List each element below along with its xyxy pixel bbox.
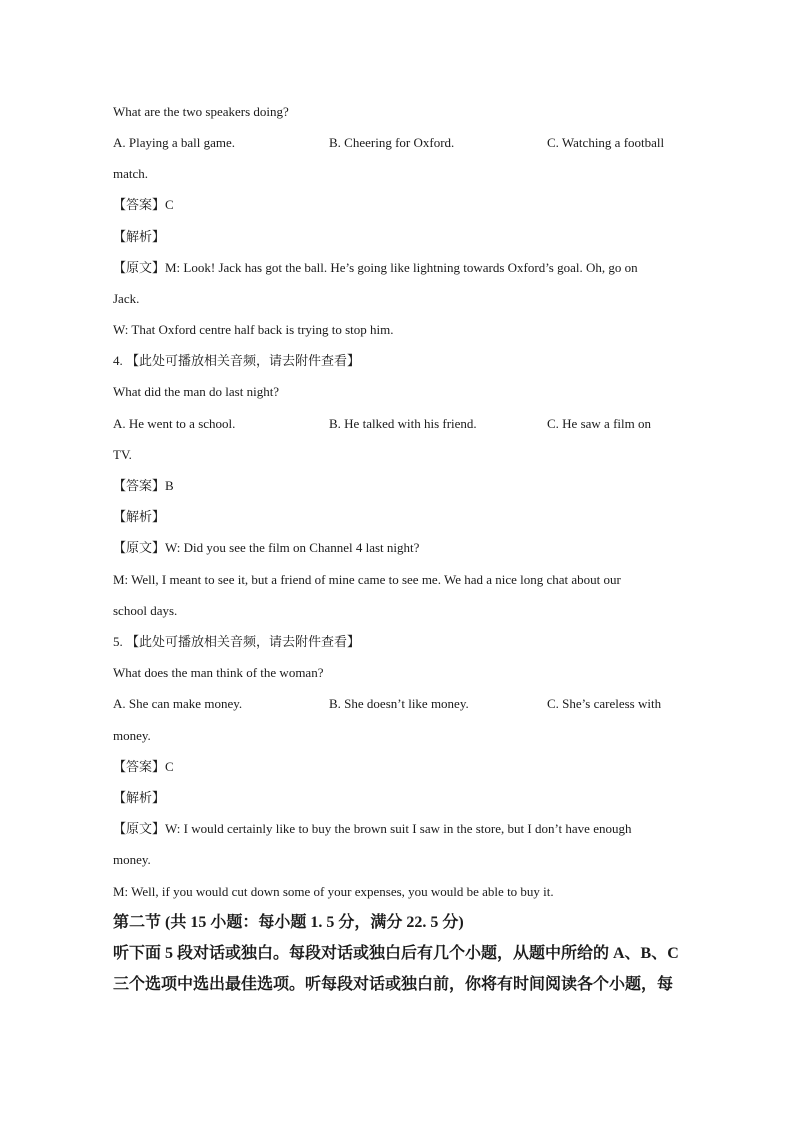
- q5-transcript-line-1: 【原文】W: I would certainly like to buy the brown suit I saw in the store, but I don’t have enough: [113, 821, 632, 836]
- q4-option-c-wrap: TV.: [113, 447, 132, 462]
- q3-option-c-wrap: match.: [113, 166, 149, 181]
- section-title: 第二节 (共 15 小题：每小题 1. 5 分，满分 22. 5 分): [113, 914, 464, 931]
- q4-option-b: B. He talked with his friend.: [329, 416, 477, 431]
- section-instruction-line-1: 听下面 5 段对话或独白。每段对话或独白后有几个小题，从题中所给的 A、B、C: [113, 945, 679, 962]
- q5-question: What does the man think of the woman?: [113, 665, 324, 680]
- q3-option-a: A. Playing a ball game.: [113, 135, 236, 150]
- q5-transcript-line-2: money.: [113, 852, 151, 867]
- q5-option-a: A. She can make money.: [113, 696, 243, 711]
- q3-question: What are the two speakers doing?: [113, 104, 289, 119]
- q4-answer: 【答案】B: [113, 478, 174, 493]
- q4-transcript-line-3: school days.: [113, 603, 178, 618]
- q5-analysis: 【解析】: [113, 790, 166, 805]
- q3-analysis: 【解析】: [113, 229, 166, 244]
- q4-analysis: 【解析】: [113, 509, 166, 524]
- q3-answer: 【答案】C: [113, 197, 174, 212]
- q3-transcript-line-3: W: That Oxford centre half back is trying to stop him.: [113, 322, 394, 337]
- q5-answer: 【答案】C: [113, 759, 174, 774]
- q3-option-c: C. Watching a football: [547, 135, 665, 150]
- q3-transcript-line-2: Jack.: [113, 291, 140, 306]
- q3-option-b: B. Cheering for Oxford.: [329, 135, 455, 150]
- q3-transcript-line-1: 【原文】M: Look! Jack has got the ball. He’s going like lightning towards Oxford’s goal. Oh, go on: [113, 260, 638, 275]
- q4-transcript-line-1: 【原文】W: Did you see the film on Channel 4 last night?: [113, 540, 420, 555]
- q4-question: What did the man do last night?: [113, 384, 280, 399]
- q5-heading: 5. 【此处可播放相关音频，请去附件查看】: [113, 634, 361, 649]
- section-instruction-line-2: 三个选项中选出最佳选项。听每段对话或独白前，你将有时间阅读各个小题，每: [113, 976, 674, 993]
- q5-option-c-wrap: money.: [113, 728, 151, 743]
- q4-transcript-line-2: M: Well, I meant to see it, but a friend of mine came to see me. We had a nice long chat about our: [113, 572, 621, 587]
- q5-option-c: C. She’s careless with: [547, 696, 662, 711]
- q4-heading: 4. 【此处可播放相关音频，请去附件查看】: [113, 353, 361, 368]
- q5-transcript-line-3: M: Well, if you would cut down some of your expenses, you would be able to buy it.: [113, 884, 554, 899]
- q4-option-c: C. He saw a film on: [547, 416, 651, 431]
- q5-option-b: B. She doesn’t like money.: [329, 696, 469, 711]
- q4-option-a: A. He went to a school.: [113, 416, 236, 431]
